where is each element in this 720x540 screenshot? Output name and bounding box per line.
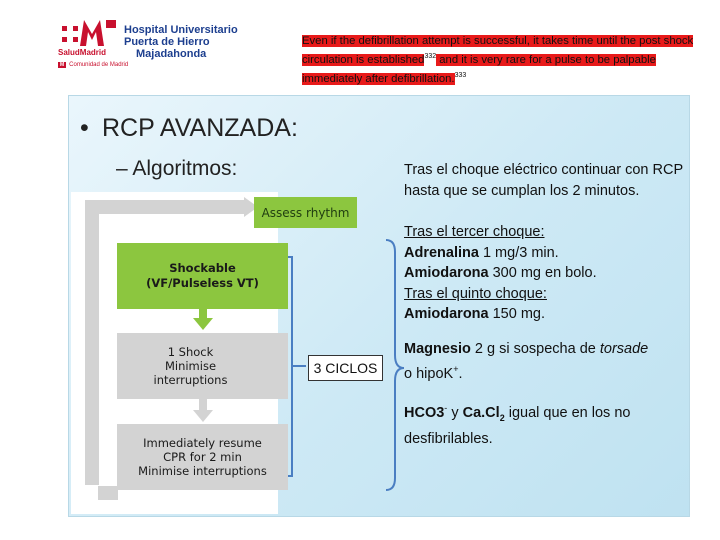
magnesio-label: Magnesio	[404, 340, 471, 357]
magnesio-text: 2 g si sospecha de	[470, 340, 600, 357]
note-hipok	[404, 359, 684, 384]
resume-line1: Immediately resume	[143, 436, 262, 450]
resume-line3: Minimise interruptions	[138, 464, 267, 478]
fifth-shock-heading: Tras el quinto choque:	[404, 285, 547, 302]
ciclos-label: 3 CICLOS	[308, 355, 383, 381]
quote-part2: and it is very rare for a pulse to be palpable immediately after defibrillation.	[302, 53, 656, 85]
salud-madrid-label: SaludMadrid	[58, 48, 107, 57]
down-arrow-1-head	[193, 318, 213, 330]
quote-part1: Even if the defibrillation attempt is successful, it takes time until the post shock circulation is established	[302, 35, 694, 66]
cacl-sub: 2	[499, 413, 505, 424]
shockable-line2: (VF/Pulseless VT)	[146, 276, 259, 290]
hospital-name-line1: Hospital Universitario	[124, 24, 238, 36]
note-continue-rcp: Tras el choque eléctrico continuar con RCP hasta que se cumplan los 2 minutos.	[404, 162, 683, 199]
resume-line2: CPR for 2 min	[163, 450, 242, 464]
comunidad-text: Comunidad de Madrid	[69, 62, 129, 68]
adrenalina-label: Adrenalina	[404, 244, 479, 261]
shock-line3: interruptions	[153, 373, 228, 387]
amiodarona-label: Amiodarona	[404, 265, 489, 281]
amiodarona2-dose: 150 mg.	[488, 306, 546, 322]
hco3-text: igual que en los no desfibrilables.	[404, 405, 631, 447]
note-amiodarona-2	[404, 304, 684, 325]
shock-line1: 1 Shock	[167, 345, 214, 359]
hco3-sup: -	[444, 403, 448, 414]
comunidad-tag: M	[60, 62, 65, 68]
hipok-suffix: .	[458, 365, 463, 382]
assess-rhythm-box: Assess rhythm	[254, 197, 357, 228]
hipok-prefix: o hipoK	[404, 365, 454, 382]
resume-cpr-box	[117, 424, 288, 490]
quote-ref2: 333	[454, 71, 467, 79]
hipok-sup: +	[453, 364, 459, 374]
amiodarona-dose: 300 mg en bolo.	[488, 265, 597, 281]
amiodarona2-label: Amiodarona	[404, 306, 489, 322]
note-hco3	[404, 398, 684, 449]
shockable-box	[117, 243, 288, 309]
quote-ref1: 332	[424, 53, 437, 60]
shock-box	[117, 333, 288, 399]
shockable-line1: Shockable	[169, 261, 236, 275]
hco3-label: HCO3	[404, 405, 445, 422]
bullet-icon: •	[80, 114, 89, 142]
treatment-notes	[404, 160, 684, 449]
hospital-name-line3: Majadahonda	[136, 48, 207, 60]
slide-subtitle: – Algoritmos:	[116, 157, 238, 180]
slide-title-text: RCP AVANZADA:	[102, 114, 298, 142]
shock-line2: Minimise	[164, 359, 217, 373]
torsade-text: torsade	[599, 340, 649, 357]
adrenalina-dose: 1 mg/3 min.	[478, 244, 559, 261]
third-shock-heading: Tras el tercer choque:	[404, 224, 545, 240]
down-arrow-2-head	[193, 410, 213, 422]
note-amiodarona	[404, 263, 684, 284]
notes-brace	[386, 240, 404, 490]
hco3-and: y	[447, 405, 463, 422]
hospital-name-line2: Puerta de Hierro	[124, 36, 210, 48]
cacl-label: Ca.Cl	[462, 405, 500, 422]
note-magnesio	[404, 339, 684, 360]
note-adrenalina	[404, 243, 684, 264]
